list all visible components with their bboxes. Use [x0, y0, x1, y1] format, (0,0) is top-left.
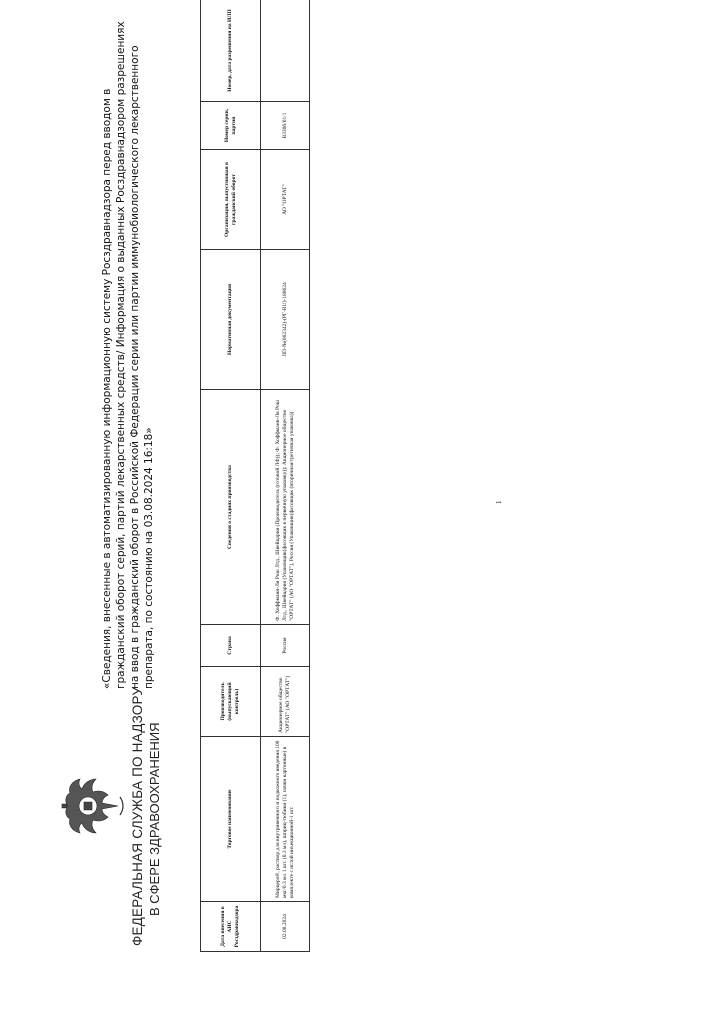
cell-permit — [261, 0, 310, 102]
header-permit: Номер, дата разрешения на ИЛП — [201, 0, 261, 102]
header-released-by: Организация, выпустившая в гражданский оборот — [201, 150, 261, 250]
header-batch: Номер серии, партии — [201, 102, 261, 150]
organization-name — [130, 686, 190, 946]
cell-stages: Ф. Хоффманн-Ля Рош Лтд., Швейцария (Производитель (готовой ЛФ)); Ф. Хоффманн-Ля Рош Лтд., Швейцария (Упаковщик(фасовщик в первичную упаковку)); Акционерное общество "ОРТАТ" (АО "ОРТАТ"), Россия (Упаковщик(фасовщик (вторичная/третичная упаковка)) — [261, 390, 310, 625]
double-headed-eagle-emblem-icon — [58, 773, 126, 839]
header-date: Дата внесения в АИС Росздравнадзора — [201, 902, 261, 952]
cell-batch: B3306/01/1 — [261, 102, 310, 150]
header-normative-doc: Нормативная документация — [201, 250, 261, 390]
organization-name-line1: ФЕДЕРАЛЬНАЯ СЛУЖБА ПО НАДЗОРУ — [130, 686, 145, 946]
header-country: Страна — [201, 625, 261, 667]
document-heading: «Сведения, внесенные в автоматизированную информационную систему Росздравнадзора перед вводом в гражданский оборот серий, партий лекарственных средств/ Информация о выданных Росздравнадзором разрешениях на ввод в гражданский оборот в Российской Федерации серии или партии иммунобиологического лекарственного препарата, по состоянию на 03.08.2024 16:18» — [101, 21, 155, 689]
cell-normative-doc: ЛП-№(002342)-(РГ-RU)-180624 — [261, 250, 310, 390]
cell-date: 02.08.2024 — [261, 902, 310, 952]
cell-released-by: АО "ОРТАТ" — [261, 150, 310, 250]
cell-manufacturer: Акционерное общество "ОРТАТ" (АО "ОРТАТ") — [261, 667, 310, 737]
registry-table — [200, 0, 310, 952]
table-header-row — [201, 0, 261, 952]
cell-country: Россия — [261, 625, 310, 667]
cell-trade-name: Мирцера®, раствор для внутривенного и подкожного введения 100 мкг/0.3 мл 1 шт. (0.3 мл), шприц-тюбики (1), пачки картонные) в комплекте с иглой инъекционной-1 шт. — [261, 737, 310, 902]
organization-name-line2: В СФЕРЕ ЗДРАВООХРАНЕНИЯ — [147, 722, 162, 916]
table-row — [261, 0, 310, 952]
page-number: 1 — [495, 500, 503, 504]
header-trade-name: Торговое наименование — [201, 737, 261, 902]
header-stages: Сведения о стадиях производства — [201, 390, 261, 625]
header-manufacturer: Производитель (выпускающий контроль) — [201, 667, 261, 737]
